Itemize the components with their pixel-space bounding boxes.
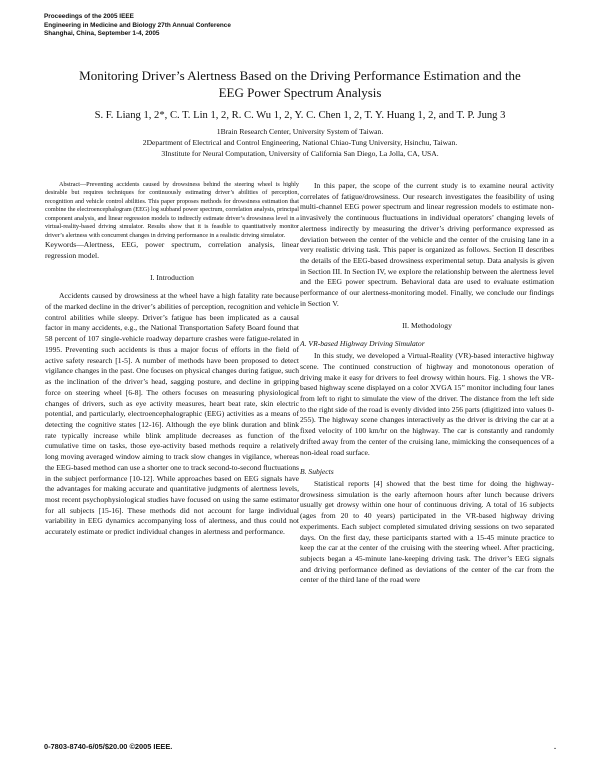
title-line-2: EEG Power Spectrum Analysis [218,84,382,100]
proceedings-line-1: Proceedings of the 2005 IEEE [44,13,134,20]
affiliations [40,126,560,159]
subjects-paragraph: Statistical reports [4] showed that the best time for doing the highway-drowsiness simulation is the early afternoon hours after lunch because drivers usually get drowsy within one hour of continuous driving. A total of 16 subjects (ages from 20 to 40 years) participated in the VR-based highway driving experiments. Each subject completed simulated driving sessions on two separated days. On the first day, these participants started with a 15-45 minute practice to keep the car at the center of the cruising with the steering wheel. After practicing, subjects began a 45-minute lane-keeping driving task. The driver’s EEG signals and driving performance defined as deviations of the center of the car from the center of the third lane of the road were [300,478,554,585]
introduction-paragraph: Accidents caused by drowsiness at the wheel have a high fatality rate because of the marked decline in the driver’s abilities of perception, recognition and vehicle control abilities while sleepy. Driver’s fatigue has been implicated as a causal factor in many accidents, e.g., the National Transportation Safety Board found that 58 percent of 107 single-vehicle roadway departure crashes were fatigue-related in 1995. Preventing such accidents is thus a major focus of efforts in the field of active safety research [1-5]. A number of methods have been proposed to detect vigilance changes in the past. One focuses on physical changes during fatigue, such as the inclination of the driver’s head, sagging posture, and decline in gripping force on steering wheel [6-8]. The others focuses on measuring physiological changes of drivers, such as eye activity measures, heart beat rate, skin electric potential, and particularly, electroencephalographic (EEG) activities as a means of detecting the cognitive states [12-16]. Although the eye blink duration and blink rate typically increase while blink amplitude decreases as function of the cumulative time on tasks, those eye-activity based methods require a relatively long moving averaged window aiming to track slow changes in vigilance, whereas the EEG-based method can use a shorter one to track second-to-second fluctuations in the subject performance [10-12]. While approaches based on EEG signals have the advantages for making accurate and quantitative judgments of alertness levels, most recent psychophysiological studies have focused on using the same estimator for all subjects [15-16]. These methods did not account for large individual variability in EEG dynamics accompanying loss of alertness, and thus could not accurately estimate or predict individual changes in alertness and performance. [45,291,299,537]
affiliation-3: 3Institute for Neural Computation, University of California San Diego, La Jolla, CA, USA. [161,149,439,158]
methodology-heading: II. Methodology [402,320,452,330]
scope-paragraph: In this paper, the scope of the current study is to examine neural activity correlates of fatigue/drowsiness. Our research investigates the feasibility of using multi-channel EEG power spectrum and linear regression models to estimate non-invasively the continuous fluctuations in individual operators’ changing levels of alertness indirectly by measuring the driver’s driving performance expressed as deviation between the center of the vehicle and the center of the cruising lane in a very realistic driving task. This paper is organized as follows. Section II describes the details of the EEG-based drowsiness experimental setup. Data analysis is given in Section III. In Section IV, we explore the relationship between the alertness level and the EEG power spectrum. Behavioral data are used to evaluate estimation performance of our alertness-monitoring model. Finally, we conclude our findings in Section V. [300,181,554,308]
left-column [45,181,299,538]
introduction-heading: I. Introduction [150,272,194,282]
isbn-copyright: 0-7803-8740-6/05/$20.00 ©2005 IEEE. [44,742,173,751]
proceedings-line-3: Shanghai, China, September 1-4, 2005 [44,30,160,38]
copyright-footer [44,742,556,751]
subsection-a-heading: A. VR-based Highway Driving Simulator [300,339,425,349]
footer-mark: . [553,742,556,751]
keywords: Keywords—Alertness, EEG, power spectrum, correlation analysis, linear regression model. [45,240,299,260]
paper-title [40,68,560,101]
right-column [300,181,554,586]
proceedings-line-2: Engineering in Medicine and Biology 27th Annual Conference [44,21,231,29]
proceedings-header [44,13,231,39]
subsection-b-heading: B. Subjects [300,467,334,477]
author-list: S. F. Liang 1, 2*, C. T. Lin 1, 2, R. C. Wu 1, 2, Y. C. Chen 1, 2, T. Y. Huang 1, 2, and T. P. Jung 3 [94,110,506,121]
vr-simulator-paragraph: In this study, we developed a Virtual-Reality (VR)-based interactive highway scene. The continued construction of highway and monotonous operation of driving make it easy for drivers to feel drowsy within hours. Fig. 1 shows the VR-based highway scene displayed on a color XVGA 15” monitor including four lanes from left to right to simulate the view of the driver. The distance from the left side to the right side of the road is evenly divided into 256 parts (digitized into values 0-255). The highway scene changes interactively as the driver is driving the car at a fixed velocity of 100 km/hr on the highway. The car is constantly and randomly drifted away from the center of the cruising lane, mimicking the consequences of a non-ideal road surface. [300,351,554,457]
abstract: Abstract—Preventing accidents caused by drowsiness behind the steering wheel is highly desirable but requires techniques for continuously estimating driver’s abilities of perception, recognition and vehicle control abilities. This paper proposes methods for drowsiness estimation that combine the electroencephalogram (EEG) log subband power spectrum, correlation analysis, principal component analysis, and linear regression models to indirectly estimate driver’s drowsiness level in a virtual-reality-based driving simulator. Results show that it is feasible to quantitatively monitor driver’s alertness with concurrent changes in driving performance in a realistic driving simulator. [45,181,299,239]
affiliation-2: 2Department of Electrical and Control Engineering, National Chiao-Tung University, Hsinchu, Taiwan. [142,138,458,147]
title-line-1: Monitoring Driver’s Alertness Based on the Driving Performance Estimation and the [79,68,521,83]
affiliation-1: 1Brain Research Center, University System of Taiwan. [216,127,384,136]
